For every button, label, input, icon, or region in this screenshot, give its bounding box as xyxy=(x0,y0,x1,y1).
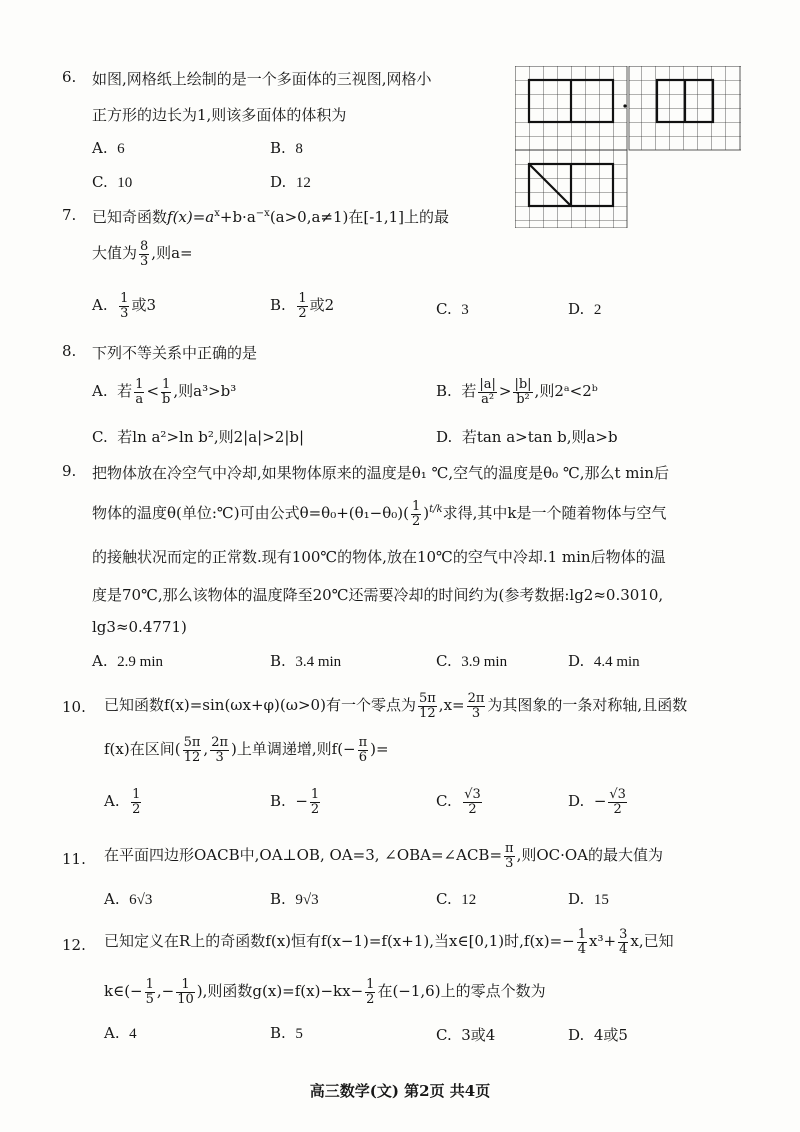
top-view xyxy=(515,150,627,228)
q6-line1: 如图,网格纸上绘制的是一个多面体的三视图,网格小 xyxy=(92,70,432,88)
q12-option-d: D. 4或5 xyxy=(568,1026,628,1044)
q10-option-a: A. $\frac{1}{2}$ xyxy=(104,787,141,817)
q11-number: 11. xyxy=(62,850,86,868)
q10-number: 10. xyxy=(62,698,86,716)
q7-option-c: C. 3 xyxy=(436,300,469,318)
q6-option-d: D. 12 xyxy=(270,173,311,191)
q6-option-b: B. 8 xyxy=(270,139,303,157)
q12-number: 12. xyxy=(62,936,86,954)
q7-option-a: A. $\frac{1}{3}$ 或3 xyxy=(92,291,156,321)
q8-stem: 下列不等关系中正确的是 xyxy=(92,344,258,362)
q9-option-a: A. 2.9 min xyxy=(92,652,163,670)
q8-number: 8. xyxy=(62,342,77,360)
q9-line4: 度是70℃,那么该物体的温度降至20℃还需要冷却的时间约为(参考数据:lg2≈0.3010, xyxy=(92,586,664,604)
q9-option-d: D. 4.4 min xyxy=(568,652,640,670)
q7-option-b: B. $\frac{1}{2}$ 或2 xyxy=(270,291,335,321)
q8-option-a: A. 若 $\frac{1}{a}$ < $\frac{1}{b}$ ,则a³>b³ xyxy=(92,377,237,407)
q6-number: 6. xyxy=(62,68,77,86)
q12-line1: 已知定义在R上的奇函数f(x)恒有f(x−1)=f(x+1),当x∈[0,1)时,f(x)=− $\frac{1}{4}$ x³+ $\frac{3}{4}$ x,已知 xyxy=(104,927,674,957)
q6-option-a: A. 6 xyxy=(92,139,125,157)
q7-number: 7. xyxy=(62,206,77,224)
q9-line2: 物体的温度θ(单位:℃)可由公式θ=θ₀+(θ₁−θ₀)( $\frac{1}{2}$ )$^{t/k}$求得,其中k是一个随着物体与空气 xyxy=(92,499,667,529)
q8-option-d: D. 若tan a>tan b,则a>b xyxy=(436,428,618,446)
q10-option-d: D. − $\frac{√3}{2}$ xyxy=(568,787,626,817)
q8-option-c: C. 若ln a²>ln b²,则2|a|>2|b| xyxy=(92,428,305,446)
q11-option-b: B. 9√3 xyxy=(270,890,319,908)
q7-option-d: D. 2 xyxy=(568,300,602,318)
page-footer: 高三数学(文) 第2页 共4页 xyxy=(309,1082,491,1100)
q12-option-c: C. 3或4 xyxy=(436,1026,496,1044)
q9-line1: 把物体放在冷空气中冷却,如果物体原来的温度是θ₁ ℃,空气的温度是θ₀ ℃,那么t min后 xyxy=(92,464,669,482)
q10-line1: 已知函数f(x)=sin(ωx+φ)(ω>0)有一个零点为 $\frac{5\pi}{12}$ ,x= $\frac{2\pi}{3}$ 为其图象的一条对称轴,且函数 xyxy=(104,691,688,721)
q8-option-b: B. 若 $\frac{|a|}{\text{a²}}$ > $\frac{|b|}{\text{b²}}$ ,则2ᵃ<2ᵇ xyxy=(436,377,598,407)
q11-option-c: C. 12 xyxy=(436,890,477,908)
q11-option-d: D. 15 xyxy=(568,890,609,908)
q9-line3: 的接触状况而定的正常数.现有100℃的物体,放在10℃的空气中冷却.1 min后物体的温 xyxy=(92,548,666,566)
q10-option-b: B. − $\frac{1}{2}$ xyxy=(270,787,320,817)
q7-line1: 已知奇函数$f(x)=a^x+b\cdot a^{-x}(a>0,a\ne 1)$在[-1,1]上的最 xyxy=(92,208,450,226)
q11-option-a: A. 6√3 xyxy=(104,890,153,908)
q6-option-c: C. 10 xyxy=(92,173,133,191)
side-view xyxy=(623,66,741,150)
q7-line2: 大值为 $\frac{8}{3}$ ,则a= xyxy=(92,239,193,269)
q9-option-b: B. 3.4 min xyxy=(270,652,342,670)
q10-line2: f(x)在区间( $\frac{5\pi}{12}$ , $\frac{2\pi}{3}$ )上单调递增,则f(− $\frac{\pi}{6}$ )= xyxy=(104,735,389,765)
q6-line2: 正方形的边长为1,则该多面体的体积为 xyxy=(92,106,347,124)
q12-option-a: A. 4 xyxy=(104,1024,137,1042)
front-view xyxy=(515,66,627,150)
q9-number: 9. xyxy=(62,462,77,480)
q9-line5: lg3≈0.4771) xyxy=(92,618,187,636)
q12-line2: k∈(− $\frac{1}{5}$ ,− $\frac{1}{10}$ ),则函数g(x)=f(x)−kx− $\frac{1}{2}$ 在(−1,6)上的零点个数为 xyxy=(104,977,546,1007)
q11-stem: 在平面四边形OACB中,OA⊥OB, OA=3, ∠OBA=∠ACB= $\frac{\pi}{3}$ ,则OC·OA的最大值为 xyxy=(104,841,664,871)
three-view-figure xyxy=(515,66,741,228)
q9-option-c: C. 3.9 min xyxy=(436,652,508,670)
q12-option-b: B. 5 xyxy=(270,1024,303,1042)
q10-option-c: C. $\frac{√3}{2}$ xyxy=(436,787,481,817)
